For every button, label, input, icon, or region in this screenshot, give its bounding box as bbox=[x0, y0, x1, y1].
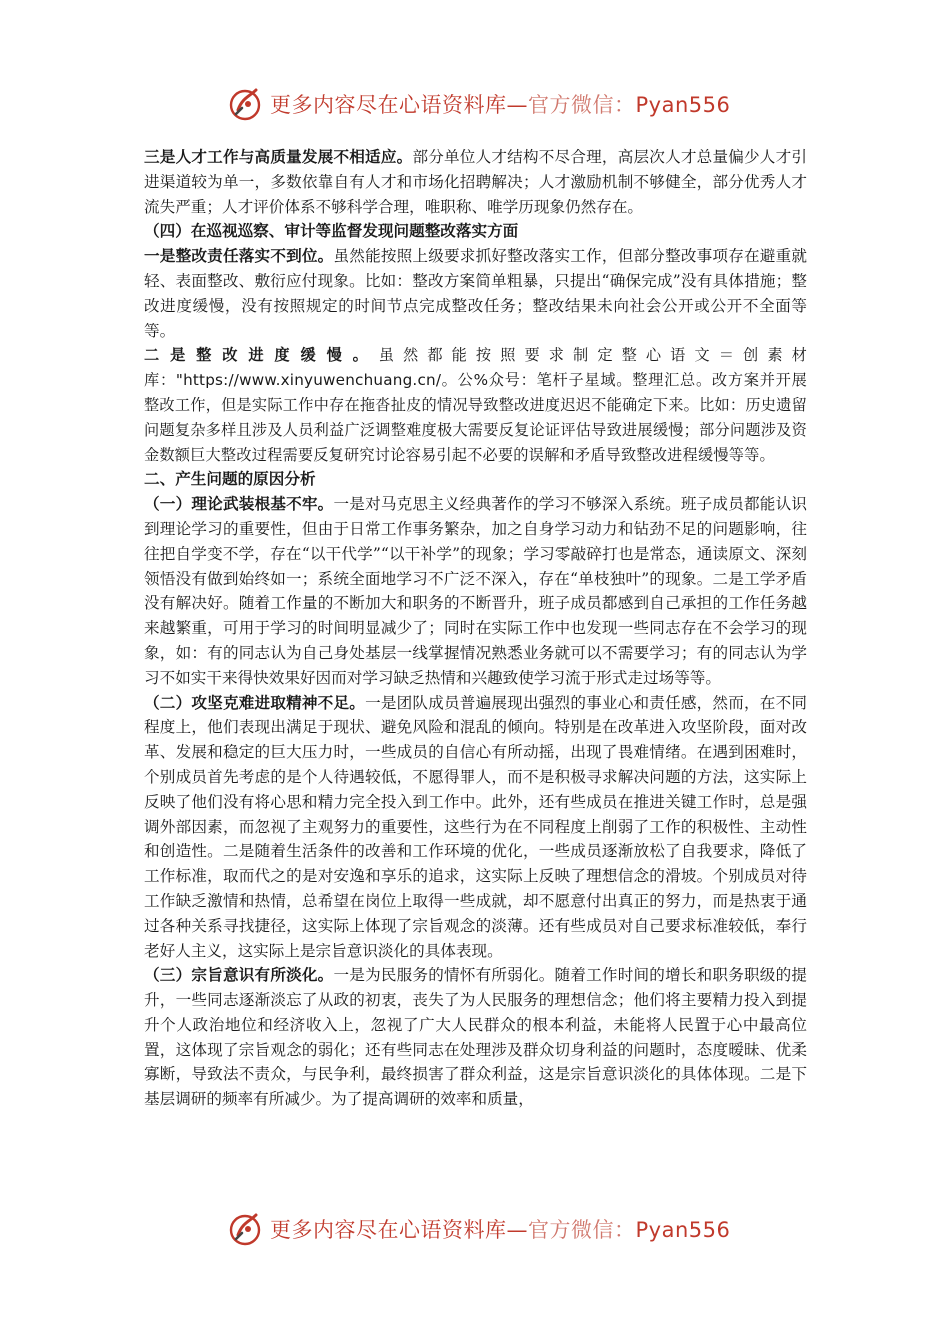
paragraph: （二）攻坚克难进取精神不足。一是团队成员普遍展现出强烈的事业心和责任感，然而，在不同程度上，他们表现出满足于现状、避免风险和混乱的倾向。特别是在改革进入攻坚阶段，面对改革、发展和稳定的巨大压力时，一些成员的自信心有所动摇，出现了畏难情绪。在遇到困难时，个别成员首先考虑的是个人待遇较低，不愿得罪人，而不是积极寻求解决问题的方法，这实际上反映了他们没有将心思和精力完全投入到工作中。此外，还有些成员在推进关键工作时，总是强调外部因素，而忽视了主观努力的重要性，这些行为在不同程度上削弱了工作的积极性、主动性和创造性。二是随着生活条件的改善和工作环境的优化，一些成员逐渐放松了自我要求，降低了工作标准，取而代之的是对安逸和享乐的追求，这实际上反映了理想信念的滑坡。个别成员对待工作缺乏激情和热情，总希望在岗位上取得一些成就，却不愿意付出真正的努力，而是热衷于通过各种关系寻找捷径，这实际上体现了宗旨观念的淡薄。还有些成员对自己要求标准较低，奉行老好人主义，这实际上是宗旨意识淡化的具体表现。 bbox=[144, 692, 807, 960]
paragraph: 一是整改责任落实不到位。虽然能按照上级要求抓好整改落实工作，但部分整改事项存在避重就轻、表面整改、敷衍应付现象。比如：整改方案简单粗暴，只提出“确保完成”没有具体措施；整改进度缓慢，没有按照规定的时间节点完成整改任务；整改结果未向社会公开或公开不全面等等。 bbox=[144, 246, 807, 340]
section-heading: （四）在巡视巡察、审计等监督发现问题整改落实方面 bbox=[144, 221, 519, 241]
paragraph: 三是人才工作与高质量发展不相适应。部分单位人才结构不尽合理，高层次人才总量偏少人才引进渠道较为单一，多数依靠自有人才和市场化招聘解决；人才激励机制不够健全，部分优秀人才流失严重；人才评价体系不够科学合理，唯职称、唯学历现象仍然存在。 bbox=[144, 147, 807, 216]
section-heading: 二、产生问题的原因分析 bbox=[144, 469, 316, 489]
document-body bbox=[144, 145, 807, 1112]
brand-logo-icon bbox=[226, 1209, 266, 1249]
paragraph: （一）理论武装根基不牢。一是对马克思主义经典著作的学习不够深入系统。班子成员都能认识到理论学习的重要性，但由于日常工作事务繁杂，加之自身学习动力和钻劲不足的问题影响，往往把自学变不学，存在“以干代学”“以干补学”的现象；学习零敲碎打也是常态，通读原文、深刻领悟没有做到始终如一；系统全面地学习不广泛不深入，存在“单枝独叶”的现象。二是工学矛盾没有解决好。随着工作量的不断加大和职务的不断晋升，班子成员都感到自己承担的工作任务越来越繁重，可用于学习的时间明显减少了；同时在实际工作中也发现一些同志存在不会学习的现象，如：有的同志认为自己身处基层一线掌握情况熟悉业务就可以不需要学习；有的同志认为学习不如实干来得快效果好因而对学习缺乏热情和兴趣致使学习流于形式走过场等等。 bbox=[144, 494, 807, 687]
paragraph: 二是整改进度缓慢。虽然都能按照要求制定整心语文＝创素材库："https://www.xinyuwenchuang.cn/。公%众号：笔杆子星域。整理汇总。改方案并开展整改工作，但是实际工作中存在拖沓扯皮的情况导致整改进度迟迟不能确定下来。比如：历史遗留问题复杂多样且涉及人员利益广泛调整难度极大需要反复论证评估导致进展缓慢；部分问题涉及资金数额巨大整改过程需要反复研究讨论容易引起不必要的误解和矛盾导致整改进程缓慢等等。 bbox=[144, 346, 807, 464]
banner-text: 更多内容尽在心语资料库—官方微信：Pyan556 bbox=[270, 93, 731, 117]
paragraph: （三）宗旨意识有所淡化。一是为民服务的情怀有所弱化。随着工作时间的增长和职务职级的提升，一些同志逐渐淡忘了从政的初衷，丧失了为人民服务的理想信念；他们将主要精力投入到提升个人政治地位和经济收入上，忽视了广大人民群众的根本利益，未能将人民置于心中最高位置，这体现了宗旨观念的弱化；还有些同志在处理涉及群众切身利益的问题时，态度暧昧、优柔寡断，导致法不责众，与民争利，最终损害了群众利益，这是宗旨意识淡化的具体体现。二是下基层调研的频率有所减少。为了提高调研的效率和质量， bbox=[144, 965, 807, 1109]
banner-text: 更多内容尽在心语资料库—官方微信：Pyan556 bbox=[270, 1218, 731, 1242]
header-banner bbox=[0, 84, 950, 124]
footer-banner bbox=[0, 1209, 950, 1249]
brand-logo-icon bbox=[226, 84, 266, 124]
